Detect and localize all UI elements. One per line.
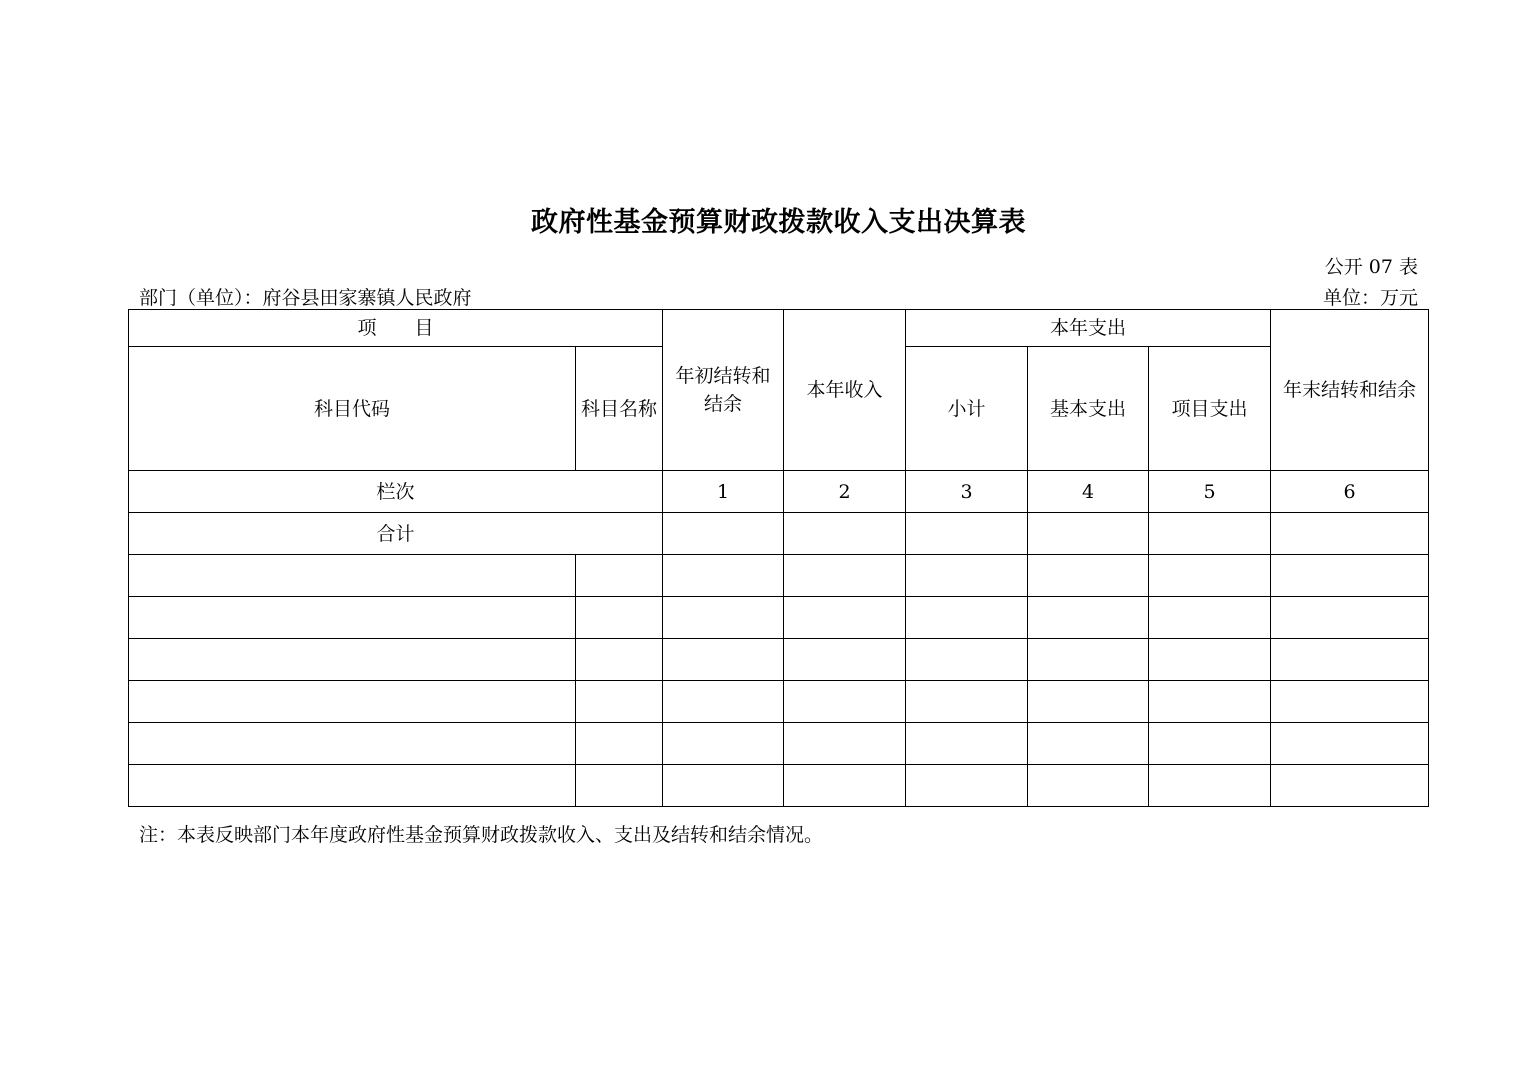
table-cell xyxy=(129,723,576,765)
header-opening-balance-text: 年初结转和结余 xyxy=(675,365,771,415)
table-cell xyxy=(1271,597,1429,639)
table-cell xyxy=(1149,681,1271,723)
column-number: 4 xyxy=(1028,471,1149,513)
table-cell xyxy=(576,639,663,681)
table-cell xyxy=(1271,681,1429,723)
table-cell xyxy=(1149,597,1271,639)
table-row xyxy=(129,555,1429,597)
table-cell xyxy=(1271,765,1429,807)
column-number-label: 栏次 xyxy=(129,471,663,513)
table-cell xyxy=(1149,555,1271,597)
header-income: 本年收入 xyxy=(784,310,906,471)
column-number: 1 xyxy=(663,471,784,513)
table-cell xyxy=(906,597,1028,639)
table-cell xyxy=(663,723,784,765)
table-cell xyxy=(1028,597,1149,639)
table-cell xyxy=(1271,513,1429,555)
header-name-text: 科目名称 xyxy=(580,397,657,420)
table-cell xyxy=(784,513,906,555)
table-cell xyxy=(784,723,906,765)
table-cell xyxy=(1028,765,1149,807)
table-cell xyxy=(1149,723,1271,765)
form-number: 公开 07 表 xyxy=(1324,256,1418,278)
table-row xyxy=(129,723,1429,765)
table-row xyxy=(129,681,1429,723)
table-cell xyxy=(576,555,663,597)
table-cell xyxy=(906,681,1028,723)
table-cell xyxy=(784,681,906,723)
table-cell xyxy=(576,765,663,807)
table-cell xyxy=(663,681,784,723)
table-cell xyxy=(906,765,1028,807)
header-project-expense: 项目支出 xyxy=(1149,347,1271,471)
table-cell xyxy=(129,555,576,597)
column-number: 6 xyxy=(1271,471,1429,513)
table-cell xyxy=(784,555,906,597)
table-cell xyxy=(1149,765,1271,807)
table-cell xyxy=(576,723,663,765)
footnote: 注：本表反映部门本年度政府性基金预算财政拨款收入、支出及结转和结余情况。 xyxy=(139,824,824,846)
table-cell xyxy=(1028,723,1149,765)
unit-label: 单位：万元 xyxy=(1322,287,1418,309)
table-cell xyxy=(1271,723,1429,765)
table-row xyxy=(129,765,1429,807)
table-cell xyxy=(1271,639,1429,681)
table-cell xyxy=(906,513,1028,555)
table-row xyxy=(129,597,1429,639)
table-cell xyxy=(576,597,663,639)
table-cell xyxy=(663,765,784,807)
table-cell xyxy=(906,639,1028,681)
table-cell xyxy=(1149,639,1271,681)
table-cell xyxy=(576,681,663,723)
table-cell xyxy=(663,639,784,681)
table-cell xyxy=(784,597,906,639)
header-closing-balance-text: 年末结转和结余 xyxy=(1282,379,1416,401)
table-cell xyxy=(784,639,906,681)
table-cell xyxy=(129,681,576,723)
table-cell xyxy=(1028,513,1149,555)
table-cell xyxy=(1028,555,1149,597)
table-cell xyxy=(129,765,576,807)
table-cell xyxy=(1028,639,1149,681)
header-item: 项 目 xyxy=(129,310,663,347)
department-label: 部门（单位）：府谷县田家寨镇人民政府 xyxy=(139,287,472,309)
column-number: 2 xyxy=(784,471,906,513)
table-cell xyxy=(663,555,784,597)
header-opening-balance xyxy=(663,310,784,471)
page-title: 政府性基金预算财政拨款收入支出决算表 xyxy=(531,207,1026,238)
table-cell xyxy=(1028,681,1149,723)
header-expense-group: 本年支出 xyxy=(906,310,1271,347)
table-cell xyxy=(906,555,1028,597)
table-cell xyxy=(1271,555,1429,597)
table-cell xyxy=(784,765,906,807)
table-row xyxy=(129,639,1429,681)
column-number: 3 xyxy=(906,471,1028,513)
header-name xyxy=(576,347,663,471)
table-cell xyxy=(1149,513,1271,555)
header-basic-expense: 基本支出 xyxy=(1028,347,1149,471)
total-row-label: 合计 xyxy=(129,513,663,555)
header-code: 科目代码 xyxy=(129,347,576,471)
table-cell xyxy=(906,723,1028,765)
table-cell xyxy=(663,513,784,555)
table-cell xyxy=(663,597,784,639)
budget-table xyxy=(128,309,1429,807)
table-cell xyxy=(129,597,576,639)
table-cell xyxy=(129,639,576,681)
header-closing-balance xyxy=(1271,310,1429,471)
header-subtotal: 小计 xyxy=(906,347,1028,471)
column-number: 5 xyxy=(1149,471,1271,513)
